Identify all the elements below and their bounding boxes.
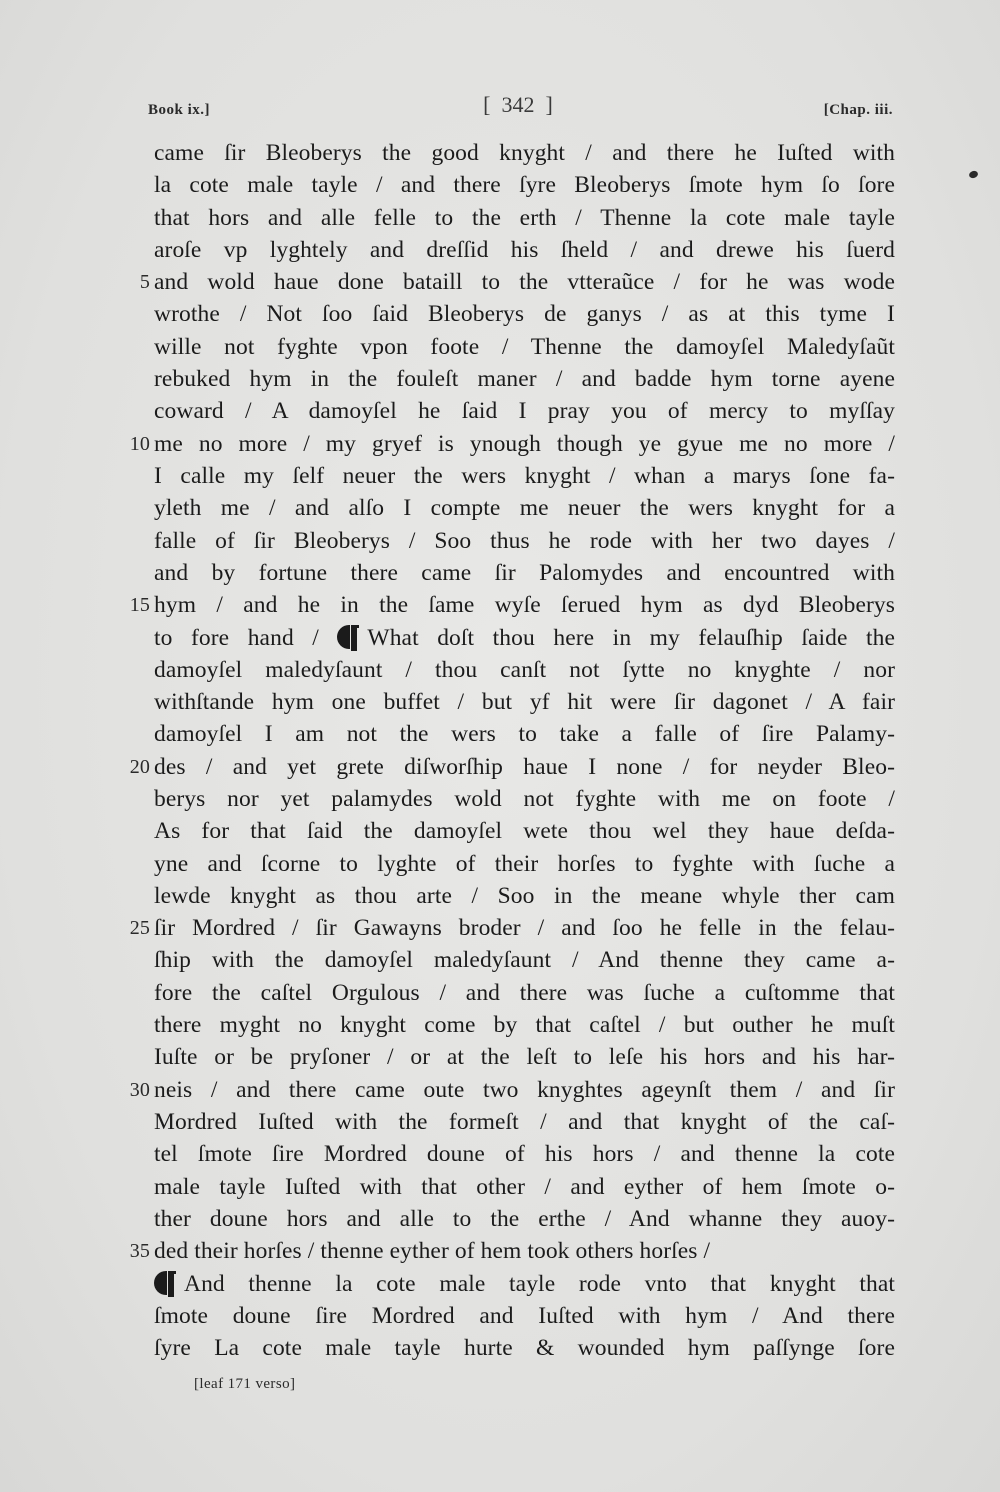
- line-text: What doſt thou here in my felauſhip ſaide the: [367, 625, 895, 652]
- line-text: ded their horſes / thenne eyther of hem took others horſes /: [154, 1238, 711, 1265]
- text-line: [129, 751, 895, 783]
- line-text: rebuked hym in the fouleſt maner / and badde hym torne ayene: [154, 366, 895, 393]
- line-number: 20: [129, 755, 150, 778]
- text-line: [154, 1332, 895, 1364]
- text-line: [154, 363, 895, 395]
- line-text: As for that ſaid the damoyſel wete thou wel they haue deſda-: [154, 818, 895, 845]
- line-text: aroſe vp lyghtely and dreſſid his ſheld / and drewe his ſuerd: [154, 236, 895, 263]
- text-line: [154, 686, 895, 718]
- text-line: [154, 492, 895, 524]
- text-line: [129, 1074, 895, 1106]
- line-text: and wold haue done bataill to the vtteraũce / for he was wode: [154, 269, 895, 296]
- line-text: I calle my ſelf neuer the wers knyght / whan a marys ſone fa-: [154, 462, 895, 489]
- line-text: wrothe / Not ſoo ſaid Bleoberys de ganys / as at this tyme I: [154, 301, 895, 328]
- line-text: there myght no knyght come by that caſtel / but outher he muſt: [154, 1012, 895, 1039]
- body-text: [129, 137, 895, 1364]
- text-line: [154, 621, 895, 653]
- line-text: And thenne la cote male tayle rode vnto that knyght that: [184, 1271, 895, 1298]
- line-text: fore the caſtel Orgulous / and there was ſuche a cuſtomme that: [154, 979, 895, 1006]
- text-line: [129, 428, 895, 460]
- text-line: [154, 718, 895, 750]
- leaf-note: [leaf 171 verso]: [194, 1376, 296, 1392]
- chapter-number: [Chap. iii.: [823, 102, 893, 118]
- line-text: ſir Mordred / ſir Gawayns broder / and ſoo he felle in the felau-: [154, 915, 895, 942]
- text-line: [154, 944, 895, 976]
- line-text-prefix: to fore hand /: [154, 625, 338, 652]
- line-text: coward / A damoyſel he ſaid I pray you of mercy to myſſay: [154, 398, 895, 425]
- text-line: [154, 169, 895, 201]
- pilcrow-icon: [154, 1271, 176, 1295]
- text-line: [154, 525, 895, 557]
- line-text: la cote male tayle / and there ſyre Bleoberys ſmote hym ſo ſore: [154, 172, 895, 199]
- line-text: lewde knyght as thou arte / Soo in the meane whyle ther cam: [154, 882, 895, 909]
- text-line: [154, 1203, 895, 1235]
- line-text: des / and yet grete diſworſhip haue I none / for neyder Bleo-: [154, 753, 895, 780]
- text-line: [129, 589, 895, 621]
- text-line: [154, 202, 895, 234]
- line-text: falle of ſir Bleoberys / Soo thus he rode with her two dayes /: [154, 527, 895, 554]
- page-number: [ 342 ]: [483, 92, 553, 117]
- text-line: [154, 1138, 895, 1170]
- line-text: hym / and he in the ſame wyſe ſerued hym as dyd Bleoberys: [154, 592, 895, 619]
- line-text: tel ſmote ſire Mordred doune of his hors / and thenne la cote: [154, 1141, 895, 1168]
- line-number: 25: [129, 917, 150, 940]
- line-text: ſyre La cote male tayle hurte & wounded hym paſſynge ſore: [154, 1334, 895, 1361]
- line-text: me no more / my gryef is ynough though ye gyue me no more /: [154, 430, 895, 457]
- text-line: [154, 234, 895, 266]
- book-number: Book ix.]: [148, 102, 211, 118]
- text-line: [154, 815, 895, 847]
- line-text: withſtande hym one buffet / but yf hit were ſir dagonet / A fair: [154, 689, 895, 716]
- line-number: 35: [129, 1240, 150, 1263]
- text-line: [129, 912, 895, 944]
- text-line: [154, 783, 895, 815]
- line-number: 5: [139, 271, 150, 294]
- text-line: [154, 395, 895, 427]
- text-line: [154, 977, 895, 1009]
- line-text: damoyſel I am not the wers to take a falle of ſire Palamy-: [154, 721, 895, 748]
- text-line: [154, 654, 895, 686]
- line-text: male tayle Iuſted with that other / and eyther of hem ſmote o-: [154, 1173, 895, 1200]
- line-text: berys nor yet palamydes wold not fyghte with me on foote /: [154, 785, 895, 812]
- text-line: [154, 1106, 895, 1138]
- line-text: Mordred Iuſted with the formeſt / and that knyght of the caſ-: [154, 1108, 895, 1135]
- line-text: yne and ſcorne to lyghte of their horſes to fyghte with ſuche a: [154, 850, 895, 877]
- line-text: ther doune hors and alle to the erthe / And whanne they auoy-: [154, 1205, 895, 1232]
- line-text: that hors and alle felle to the erth / Thenne la cote male tayle: [154, 204, 895, 231]
- text-line: [154, 331, 895, 363]
- running-header: [148, 92, 893, 128]
- line-number: 30: [129, 1078, 150, 1101]
- line-text: Iuſte or be pryſoner / or at the leſt to leſe his hors and his har-: [154, 1044, 895, 1071]
- line-text: wille not fyghte vpon foote / Thenne the damoyſel Maledyſaũt: [154, 333, 895, 360]
- text-line: [154, 1300, 895, 1332]
- text-line: [154, 1009, 895, 1041]
- pilcrow-icon: [337, 625, 359, 649]
- text-line: [154, 298, 895, 330]
- text-line: [154, 1171, 895, 1203]
- text-line: [154, 848, 895, 880]
- text-line: [154, 137, 895, 169]
- text-line: [154, 460, 895, 492]
- text-line: [129, 1235, 895, 1267]
- text-line: [139, 266, 895, 298]
- line-text: and by fortune there came ſir Palomydes and encountred with: [154, 559, 895, 586]
- line-text: came ſir Bleoberys the good knyght / and there he Iuſted with: [154, 140, 895, 166]
- text-line: [154, 1267, 895, 1299]
- text-line: [154, 1041, 895, 1073]
- line-number: 10: [129, 432, 150, 455]
- line-text: neis / and there came oute two knyghtes ageynſt them / and ſir: [154, 1076, 895, 1103]
- line-text: ſmote doune ſire Mordred and Iuſted with hym / And there: [154, 1302, 895, 1329]
- ink-speck: [968, 170, 979, 180]
- text-line: [154, 880, 895, 912]
- line-number: 15: [129, 594, 150, 617]
- text-line: [154, 557, 895, 589]
- line-text: damoyſel maledyſaunt / thou canſt not ſytte no knyghte / nor: [154, 656, 895, 683]
- line-text: ſhip with the damoyſel maledyſaunt / And thenne they came a-: [154, 947, 895, 974]
- line-text: yleth me / and alſo I compte me neuer the wers knyght for a: [154, 495, 895, 522]
